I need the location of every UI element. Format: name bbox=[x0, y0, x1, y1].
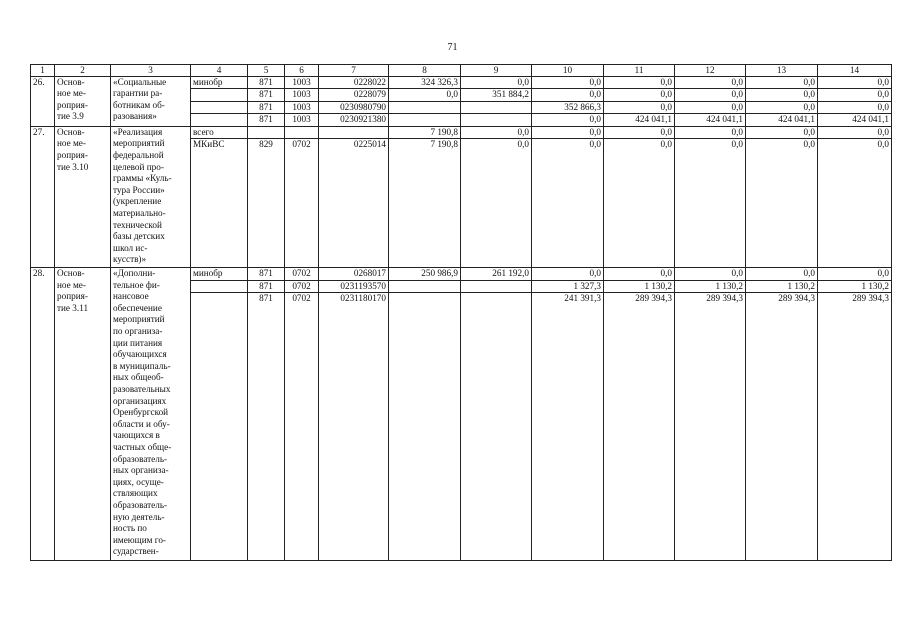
program-title-line: сударствен- bbox=[113, 546, 159, 557]
amount-cell: 0,0 bbox=[532, 114, 604, 127]
program-title-line: ных общеоб- bbox=[113, 372, 164, 383]
program-title-cell bbox=[111, 268, 191, 561]
column-header: 7 bbox=[319, 65, 389, 77]
event-name-cell bbox=[55, 76, 111, 126]
event-name-line: роприя- bbox=[57, 99, 88, 110]
amount-cell: 0,0 bbox=[818, 126, 892, 139]
amount-cell: 0,0 bbox=[532, 126, 604, 139]
amount-cell: 0,0 bbox=[675, 76, 746, 89]
program-title-line: ствляющих bbox=[113, 488, 158, 499]
program-title-line: мероприятий bbox=[113, 314, 165, 325]
amount-cell: 0,0 bbox=[818, 89, 892, 102]
amount-cell: 0,0 bbox=[675, 101, 746, 114]
program-title-line: тура России» bbox=[113, 184, 165, 195]
table-row bbox=[31, 126, 892, 139]
table-row bbox=[31, 268, 892, 281]
amount-cell: 1 130,2 bbox=[604, 280, 675, 293]
amount-cell: 0,0 bbox=[818, 268, 892, 281]
gov-code-cell: 871 bbox=[248, 89, 285, 102]
column-header: 8 bbox=[389, 65, 461, 77]
program-title-line: частных обще- bbox=[113, 441, 172, 452]
column-header: 5 bbox=[248, 65, 285, 77]
gov-code-cell: 871 bbox=[248, 280, 285, 293]
amount-cell: 0,0 bbox=[675, 139, 746, 268]
section-code-cell bbox=[285, 126, 319, 139]
program-title-line: мероприятий bbox=[113, 138, 165, 149]
target-article-cell: 0228079 bbox=[319, 89, 389, 102]
column-header: 12 bbox=[675, 65, 746, 77]
amount-cell: 0,0 bbox=[818, 101, 892, 114]
column-header: 1 bbox=[31, 65, 55, 77]
amount-cell: 0,0 bbox=[746, 139, 818, 268]
amount-cell: 250 986,9 bbox=[389, 268, 461, 281]
section-code-cell: 1003 bbox=[285, 89, 319, 102]
amount-cell: 0,0 bbox=[604, 101, 675, 114]
program-title-line: чающихся в bbox=[113, 430, 160, 441]
target-article-cell: 0230921380 bbox=[319, 114, 389, 127]
amount-cell: 7 190,8 bbox=[389, 139, 461, 268]
program-title-cell bbox=[111, 76, 191, 126]
amount-cell: 0,0 bbox=[746, 268, 818, 281]
amount-cell: 1 130,2 bbox=[818, 280, 892, 293]
amount-cell: 0,0 bbox=[604, 139, 675, 268]
event-name-line: ное ме- bbox=[57, 279, 86, 290]
event-name-line: Основ- bbox=[57, 126, 85, 137]
target-article-cell: 0268017 bbox=[319, 268, 389, 281]
amount-cell: 1 327,3 bbox=[532, 280, 604, 293]
amount-cell: 7 190,8 bbox=[389, 126, 461, 139]
amount-cell bbox=[389, 114, 461, 127]
amount-cell: 424 041,1 bbox=[604, 114, 675, 127]
amount-cell: 424 041,1 bbox=[818, 114, 892, 127]
amount-cell: 289 394,3 bbox=[675, 293, 746, 561]
amount-cell: 0,0 bbox=[746, 89, 818, 102]
amount-cell: 424 041,1 bbox=[675, 114, 746, 127]
program-title-line: школ ис- bbox=[113, 242, 148, 253]
amount-cell: 0,0 bbox=[532, 139, 604, 268]
executor-cell bbox=[191, 293, 248, 561]
program-title-line: ность по bbox=[113, 523, 147, 534]
event-name-line: роприя- bbox=[57, 291, 88, 302]
section-code-cell: 1003 bbox=[285, 114, 319, 127]
amount-cell: 0,0 bbox=[532, 89, 604, 102]
executor-cell bbox=[191, 101, 248, 114]
section-code-cell: 0702 bbox=[285, 293, 319, 561]
program-title-line: ции питания bbox=[113, 337, 163, 348]
row-number: 27. bbox=[31, 126, 55, 267]
gov-code-cell: 871 bbox=[248, 268, 285, 281]
program-title-line: разования» bbox=[113, 111, 157, 122]
amount-cell bbox=[461, 280, 532, 293]
amount-cell: 352 866,3 bbox=[532, 101, 604, 114]
section-code-cell: 0702 bbox=[285, 139, 319, 268]
program-title-line: «Дополни- bbox=[113, 268, 156, 279]
executor-cell: всего bbox=[191, 126, 248, 139]
program-title-line: разовательных bbox=[113, 384, 171, 394]
amount-cell: 0,0 bbox=[604, 76, 675, 89]
amount-cell: 241 391,3 bbox=[532, 293, 604, 561]
amount-cell: 0,0 bbox=[675, 126, 746, 139]
executor-cell bbox=[191, 114, 248, 127]
gov-code-cell: 871 bbox=[248, 101, 285, 114]
amount-cell: 0,0 bbox=[746, 101, 818, 114]
amount-cell: 0,0 bbox=[675, 268, 746, 281]
gov-code-cell bbox=[248, 126, 285, 139]
program-title-line: обеспечение bbox=[113, 302, 162, 313]
row-number: 28. bbox=[31, 268, 55, 561]
amount-cell: 0,0 bbox=[604, 268, 675, 281]
event-name-line: ное ме- bbox=[57, 138, 86, 149]
amount-cell: 0,0 bbox=[746, 76, 818, 89]
program-title-line: ную деятель- bbox=[113, 511, 165, 522]
budget-table bbox=[30, 64, 892, 561]
event-name-cell bbox=[55, 126, 111, 267]
table-header-row bbox=[31, 65, 892, 77]
program-title-line: по организа- bbox=[113, 326, 163, 337]
column-header: 4 bbox=[191, 65, 248, 77]
gov-code-cell: 871 bbox=[248, 293, 285, 561]
amount-cell: 0,0 bbox=[746, 126, 818, 139]
target-article-cell: 0230980790 bbox=[319, 101, 389, 114]
program-title-line: ботникам об- bbox=[113, 99, 165, 110]
event-name-line: тие 3.11 bbox=[57, 302, 89, 313]
program-title-line: целевой про- bbox=[113, 161, 164, 172]
amount-cell: 289 394,3 bbox=[818, 293, 892, 561]
program-title-line: организациях bbox=[113, 395, 167, 406]
program-title-line: «Социальные bbox=[113, 76, 167, 87]
amount-cell: 0,0 bbox=[461, 139, 532, 268]
target-article-cell: 0231180170 bbox=[319, 293, 389, 561]
program-title-line: нансовое bbox=[113, 291, 149, 302]
event-name-line: Основ- bbox=[57, 76, 85, 87]
event-name-line: роприя- bbox=[57, 150, 88, 161]
program-title-line: материально- bbox=[113, 208, 166, 219]
target-article-cell bbox=[319, 126, 389, 139]
program-title-line: технической bbox=[113, 219, 162, 230]
column-header: 13 bbox=[746, 65, 818, 77]
target-article-cell: 0225014 bbox=[319, 139, 389, 268]
program-title-line: имеющим го- bbox=[113, 534, 166, 545]
column-header: 6 bbox=[285, 65, 319, 77]
amount-cell bbox=[389, 101, 461, 114]
amount-cell: 0,0 bbox=[604, 89, 675, 102]
program-title-line: образователь- bbox=[113, 499, 168, 510]
section-code-cell: 1003 bbox=[285, 101, 319, 114]
program-title-line: тельное фи- bbox=[113, 279, 160, 290]
amount-cell: 1 130,2 bbox=[746, 280, 818, 293]
event-name-line: тие 3.10 bbox=[57, 161, 89, 172]
column-header: 10 bbox=[532, 65, 604, 77]
program-title-line: гарантии ра- bbox=[113, 88, 163, 99]
program-title-line: граммы «Куль- bbox=[113, 173, 172, 184]
program-title-line: области и обу- bbox=[113, 418, 170, 429]
amount-cell bbox=[461, 293, 532, 561]
section-code-cell: 1003 bbox=[285, 76, 319, 89]
executor-cell: минобр bbox=[191, 76, 248, 89]
program-title-line: «Реализация bbox=[113, 126, 163, 137]
amount-cell: 289 394,3 bbox=[604, 293, 675, 561]
amount-cell bbox=[389, 280, 461, 293]
event-name-line: тие 3.9 bbox=[57, 111, 84, 122]
amount-cell: 0,0 bbox=[604, 126, 675, 139]
executor-cell: минобр bbox=[191, 268, 248, 281]
amount-cell: 0,0 bbox=[532, 268, 604, 281]
amount-cell: 0,0 bbox=[532, 76, 604, 89]
column-header: 2 bbox=[55, 65, 111, 77]
amount-cell bbox=[461, 114, 532, 127]
target-article-cell: 0231193570 bbox=[319, 280, 389, 293]
amount-cell bbox=[389, 293, 461, 561]
amount-cell: 424 041,1 bbox=[746, 114, 818, 127]
program-title-line: образователь- bbox=[113, 453, 168, 464]
table-row bbox=[31, 76, 892, 89]
amount-cell: 0,0 bbox=[389, 89, 461, 102]
section-code-cell: 0702 bbox=[285, 268, 319, 281]
program-title-line: циях, осуще- bbox=[113, 476, 164, 487]
program-title-line: в муниципаль- bbox=[113, 360, 171, 371]
column-header: 11 bbox=[604, 65, 675, 77]
executor-cell bbox=[191, 89, 248, 102]
executor-cell: МКиВС bbox=[191, 139, 248, 268]
program-title-line: (укрепление bbox=[113, 196, 162, 207]
amount-cell: 0,0 bbox=[461, 76, 532, 89]
amount-cell: 289 394,3 bbox=[746, 293, 818, 561]
column-header: 9 bbox=[461, 65, 532, 77]
amount-cell: 1 130,2 bbox=[675, 280, 746, 293]
program-title-line: ных организа- bbox=[113, 465, 169, 476]
amount-cell: 0,0 bbox=[818, 76, 892, 89]
program-title-line: Оренбургской bbox=[113, 407, 169, 418]
event-name-cell bbox=[55, 268, 111, 561]
gov-code-cell: 829 bbox=[248, 139, 285, 268]
event-name-line: Основ- bbox=[57, 268, 85, 279]
amount-cell: 351 884,2 bbox=[461, 89, 532, 102]
program-title-line: обучающихся bbox=[113, 349, 167, 360]
section-code-cell: 0702 bbox=[285, 280, 319, 293]
amount-cell: 0,0 bbox=[818, 139, 892, 268]
executor-cell bbox=[191, 280, 248, 293]
amount-cell: 0,0 bbox=[675, 89, 746, 102]
column-header: 3 bbox=[111, 65, 191, 77]
event-name-line: ное ме- bbox=[57, 88, 86, 99]
column-header: 14 bbox=[818, 65, 892, 77]
target-article-cell: 0228022 bbox=[319, 76, 389, 89]
amount-cell: 0,0 bbox=[461, 126, 532, 139]
program-title-line: базы детских bbox=[113, 231, 165, 242]
amount-cell bbox=[461, 101, 532, 114]
amount-cell: 261 192,0 bbox=[461, 268, 532, 281]
program-title-line: кусств)» bbox=[113, 254, 147, 265]
gov-code-cell: 871 bbox=[248, 114, 285, 127]
program-title-cell bbox=[111, 126, 191, 267]
row-number: 26. bbox=[31, 76, 55, 126]
program-title-line: федеральной bbox=[113, 150, 164, 161]
gov-code-cell: 871 bbox=[248, 76, 285, 89]
amount-cell: 324 326,3 bbox=[389, 76, 461, 89]
page-number: 71 bbox=[447, 42, 458, 53]
